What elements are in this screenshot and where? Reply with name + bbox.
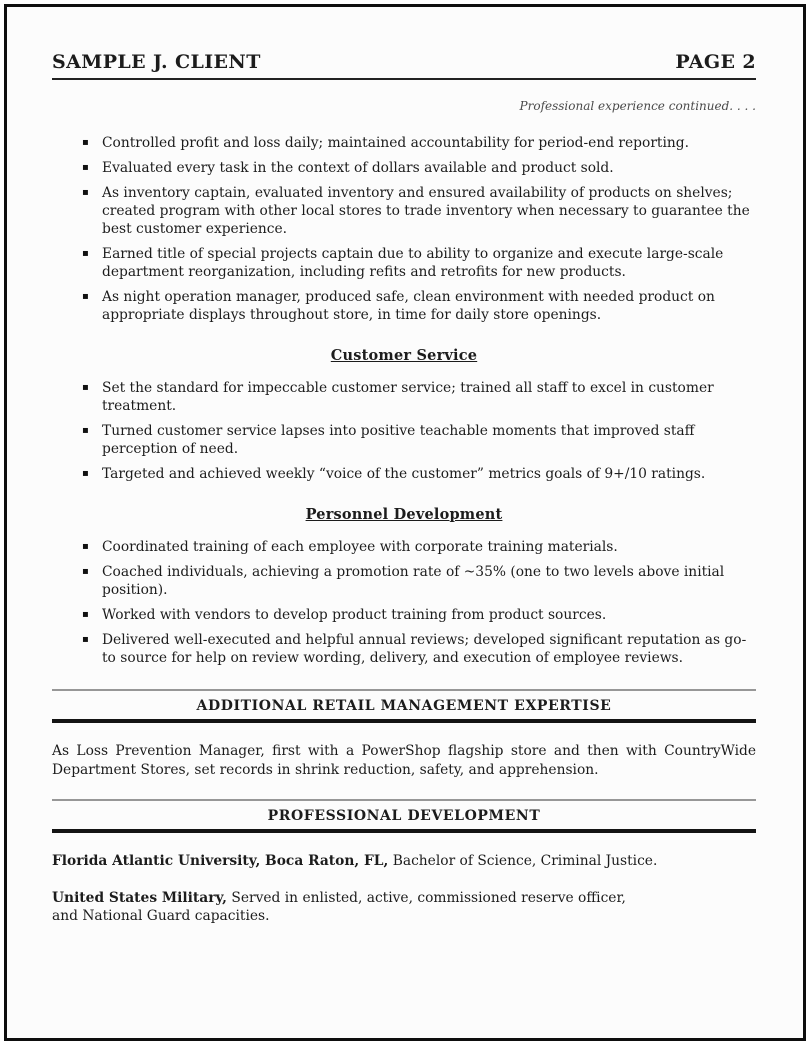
bullet-text: Evaluated every task in the context of dollars available and product sold.: [102, 160, 614, 176]
bullet-text: As night operation manager, produced safe, clean environment with needed product on appropriate displays throughout store, in time for daily store openings.: [102, 289, 715, 323]
bullet-text: As inventory captain, evaluated inventory and ensured availability of products on shelves; created program with other local stores to trade inventory when necessary to guarantee the best customer experience.: [102, 185, 750, 237]
page-number: PAGE 2: [675, 51, 756, 73]
bullet-text: Coordinated training of each employee with corporate training materials.: [102, 539, 618, 555]
bullet-text: Set the standard for impeccable customer service; trained all staff to excel in customer treatment.: [102, 380, 714, 414]
list-item: [52, 606, 756, 624]
section-heading-customer-service: [52, 345, 756, 364]
education-institution: Florida Atlantic University, Boca Raton, FL,: [52, 853, 389, 869]
list-item: [52, 465, 756, 483]
bullet-icon: ▪: [82, 162, 89, 173]
list-item: [52, 245, 756, 281]
education-detail: Bachelor of Science, Criminal Justice.: [392, 853, 658, 869]
page-border-frame: [4, 4, 806, 1041]
bullet-text: Delivered well-executed and helpful annual reviews; developed significant reputation as go-to source for help on review wording, delivery, and execution of employee reviews.: [102, 632, 747, 666]
education-entry: [52, 852, 756, 870]
bullet-icon: ▪: [82, 468, 89, 479]
list-item: [52, 159, 756, 177]
continuation-note: Professional experience continued. . . .: [519, 99, 756, 113]
customer-service-bullet-list: [52, 379, 756, 483]
bullet-icon: ▪: [82, 566, 89, 577]
section-heading-personnel-development: [52, 504, 756, 523]
education-institution: United States Military,: [52, 890, 227, 906]
education-detail: Served in enlisted, active, commissioned reserve officer,: [231, 890, 626, 906]
bullet-icon: ▪: [82, 291, 89, 302]
bullet-text: Coached individuals, achieving a promotion rate of ~35% (one to two levels above initial position).: [102, 564, 725, 598]
bullet-icon: ▪: [82, 609, 89, 620]
bullet-icon: ▪: [82, 137, 89, 148]
list-item: [52, 379, 756, 415]
bullet-text: Turned customer service lapses into positive teachable moments that improved staff perception of need.: [102, 423, 695, 457]
expertise-paragraph: As Loss Prevention Manager, first with a PowerShop flagship store and then with CountryWide Department Stores, set records in shrink reduction, safety, and apprehension.: [52, 743, 756, 778]
page-content: [7, 7, 803, 925]
client-name: SAMPLE J. CLIENT: [52, 51, 261, 73]
bullet-text: Earned title of special projects captain due to ability to organize and execute large-scale department reorganization, including refits and retrofits for new products.: [102, 246, 724, 280]
list-item: [52, 184, 756, 238]
bullet-text: Targeted and achieved weekly “voice of the customer” metrics goals of 9+/10 ratings.: [102, 466, 706, 482]
section-heading-label: Customer Service: [330, 347, 478, 364]
list-item: [52, 563, 756, 599]
education-detail-line2: and National Guard capacities.: [52, 908, 270, 924]
education-entry: [52, 889, 756, 925]
bullet-icon: ▪: [82, 541, 89, 552]
personnel-development-bullet-list: [52, 538, 756, 667]
list-item: [52, 538, 756, 556]
section-banner-professional-development: [52, 799, 756, 833]
bullet-icon: ▪: [82, 187, 89, 198]
banner-title: ADDITIONAL RETAIL MANAGEMENT EXPERTISE: [196, 698, 612, 714]
bullet-text: Worked with vendors to develop product training from product sources.: [102, 607, 607, 623]
list-item: [52, 631, 756, 667]
bullet-icon: ▪: [82, 425, 89, 436]
page-header: [52, 51, 756, 80]
list-item: [52, 288, 756, 324]
section-banner-additional-retail-management-expertise: [52, 689, 756, 723]
experience-bullet-list: [52, 134, 756, 324]
list-item: [52, 134, 756, 152]
bullet-text: Controlled profit and loss daily; maintained accountability for period-end reporting.: [102, 135, 689, 151]
bullet-icon: ▪: [82, 634, 89, 645]
bullet-icon: ▪: [82, 382, 89, 393]
banner-title: PROFESSIONAL DEVELOPMENT: [267, 808, 541, 824]
section-heading-label: Personnel Development: [305, 506, 503, 523]
bullet-icon: ▪: [82, 248, 89, 259]
list-item: [52, 422, 756, 458]
